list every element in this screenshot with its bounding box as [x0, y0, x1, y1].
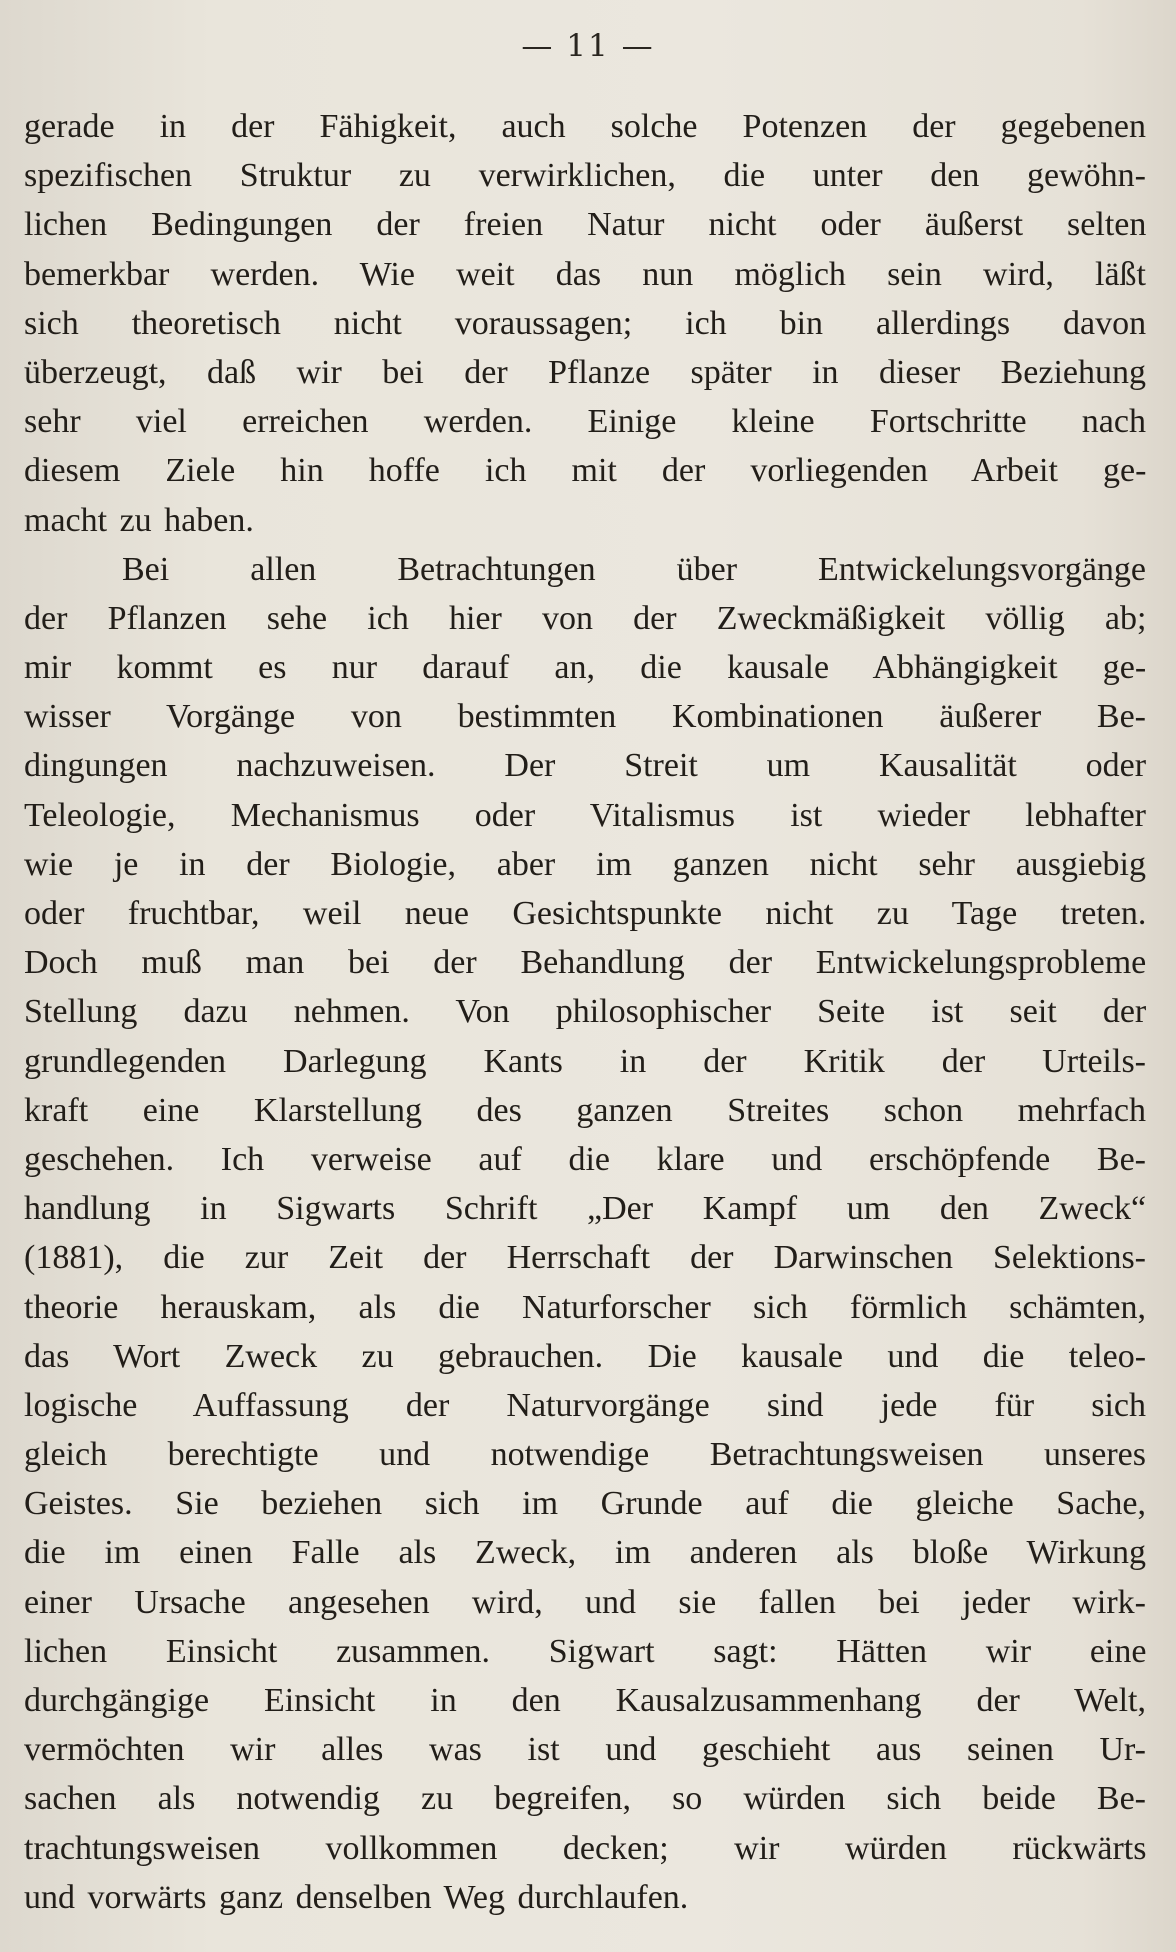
text-line: das Wort Zweck zu gebrauchen. Die kausale und die teleo- — [24, 1337, 1147, 1375]
text-line: diesem Ziele hin hoffe ich mit der vorliegenden Arbeit ge- — [24, 452, 1147, 490]
text-line: mir kommt es nur darauf an, die kausale Abhängigkeit ge- — [24, 649, 1147, 687]
text-line: überzeugt, daß wir bei der Pflanze später in dieser Beziehung — [24, 353, 1146, 391]
body-text — [24, 102, 1146, 1922]
text-line: Geistes. Sie beziehen sich im Grunde auf die gleiche Sache, — [24, 1485, 1146, 1523]
paragraph-2 — [24, 545, 1146, 1922]
text-line: der Pflanzen sehe ich hier von der Zweckmäßigkeit völlig ab; — [24, 599, 1147, 637]
paragraph-1 — [24, 102, 1146, 545]
text-line: lichen Bedingungen der freien Natur nicht oder äußerst selten — [24, 206, 1147, 244]
text-line: vermöchten wir alles was ist und geschieht aus seinen Ur- — [24, 1731, 1146, 1769]
text-line: und vorwärts ganz denselben Weg durchlaufen. — [24, 1878, 689, 1916]
text-line: handlung in Sigwarts Schrift „Der Kampf um den Zweck“ — [24, 1190, 1147, 1228]
page-number-header: — 11 — — [521, 28, 655, 64]
text-line: trachtungsweisen vollkommen decken; wir würden rückwärts — [24, 1829, 1147, 1867]
text-line: sehr viel erreichen werden. Einige kleine Fortschritte nach — [24, 403, 1146, 441]
text-line: oder fruchtbar, weil neue Gesichtspunkte nicht zu Tage treten. — [24, 895, 1147, 932]
text-line: (1881), die zur Zeit der Herrschaft der Darwinschen Selektions- — [24, 1239, 1146, 1277]
text-line: bemerkbar werden. Wie weit das nun möglich sein wird, läßt — [24, 255, 1146, 293]
text-line: Teleologie, Mechanismus oder Vitalismus ist wieder lebhafter — [24, 796, 1146, 834]
text-line: Stellung dazu nehmen. Von philosophischer Seite ist seit der — [24, 993, 1147, 1031]
text-line: theorie herauskam, als die Naturforscher sich förmlich schämten, — [24, 1288, 1146, 1326]
text-line: gerade in der Fähigkeit, auch solche Potenzen der gegebenen — [24, 108, 1146, 145]
text-line: wie je in der Biologie, aber im ganzen nicht sehr ausgiebig — [24, 845, 1146, 883]
text-line: gleich berechtigte und notwendige Betrachtungsweisen unseres — [24, 1436, 1147, 1474]
text-line: lichen Einsicht zusammen. Sigwart sagt: Hätten wir eine — [24, 1632, 1147, 1670]
text-line: sachen als notwendig zu begreifen, so würden sich beide Be- — [24, 1780, 1146, 1818]
text-line: geschehen. Ich verweise auf die klare und erschöpfende Be- — [24, 1140, 1146, 1178]
text-line: logische Auffassung der Naturvorgänge sind jede für sich — [24, 1386, 1146, 1424]
text-line: kraft eine Klarstellung des ganzen Streites schon mehrfach — [24, 1091, 1146, 1129]
text-line: Bei allen Betrachtungen über Entwickelungsvorgänge — [122, 550, 1146, 588]
text-line: Doch muß man bei der Behandlung der Entwickelungsprobleme — [24, 944, 1147, 982]
text-line: dingungen nachzuweisen. Der Streit um Kausalität oder — [24, 747, 1147, 785]
text-line: macht zu haben. — [24, 501, 254, 539]
text-line: wisser Vorgänge von bestimmten Kombinationen äußerer Be- — [24, 698, 1146, 736]
text-line: grundlegenden Darlegung Kants in der Kritik der Urteils- — [24, 1042, 1146, 1080]
text-line: die im einen Falle als Zweck, im anderen als bloße Wirkung — [24, 1534, 1146, 1572]
text-line: einer Ursache angesehen wird, und sie fallen bei jeder wirk- — [24, 1583, 1146, 1621]
text-line: sich theoretisch nicht voraussagen; ich bin allerdings davon — [24, 304, 1147, 342]
text-line: spezifischen Struktur zu verwirklichen, die unter den gewöhn- — [24, 157, 1146, 195]
text-line: durchgängige Einsicht in den Kausalzusammenhang der Welt, — [24, 1682, 1146, 1719]
